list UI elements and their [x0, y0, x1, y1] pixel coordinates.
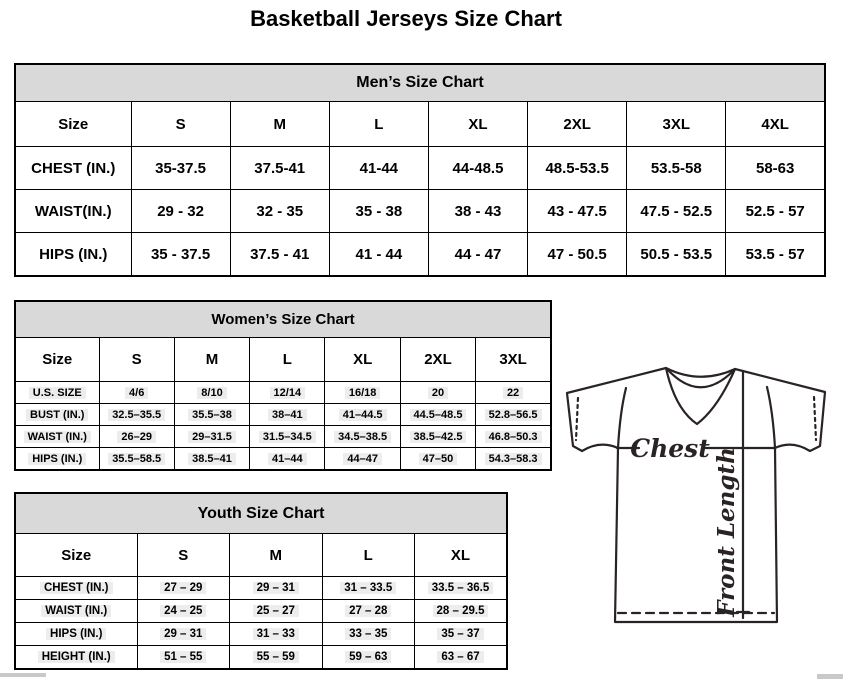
- row-label: HEIGHT (IN.): [15, 646, 137, 670]
- size-value: 46.8–50.3: [476, 426, 551, 448]
- table-row: [15, 600, 507, 623]
- size-value: 33 – 35: [322, 623, 415, 646]
- size-value: 48.5-53.5: [528, 147, 627, 190]
- size-value: 31.5–34.5: [250, 426, 325, 448]
- column-header: Size: [15, 338, 99, 382]
- chest-label: Chest: [630, 434, 710, 463]
- row-label: CHEST (IN.): [15, 577, 137, 600]
- size-value: 16/18: [325, 382, 400, 404]
- row-label: WAIST (IN.): [15, 426, 99, 448]
- column-header: L: [329, 102, 428, 147]
- size-value: 55 – 59: [230, 646, 323, 670]
- size-value: 35.5–58.5: [99, 448, 174, 471]
- size-value: 37.5 - 41: [230, 233, 329, 277]
- size-value: 35.5–38: [174, 404, 249, 426]
- column-header: XL: [415, 534, 508, 577]
- table-title: Men’s Size Chart: [15, 64, 825, 102]
- row-label: CHEST (IN.): [15, 147, 131, 190]
- size-value: 52.5 - 57: [726, 190, 825, 233]
- jersey-outline: [567, 368, 825, 622]
- size-value: 24 – 25: [137, 600, 230, 623]
- size-value: 44–47: [325, 448, 400, 471]
- column-header: 2XL: [528, 102, 627, 147]
- size-value: 47 - 50.5: [528, 233, 627, 277]
- column-header: M: [174, 338, 249, 382]
- size-value: 8/10: [174, 382, 249, 404]
- column-header: L: [322, 534, 415, 577]
- table-row: [15, 147, 825, 190]
- column-header: 3XL: [627, 102, 726, 147]
- table-row: [15, 448, 551, 471]
- column-header: L: [250, 338, 325, 382]
- size-value: 29 – 31: [137, 623, 230, 646]
- row-label: WAIST (IN.): [15, 600, 137, 623]
- table-row: [15, 404, 551, 426]
- row-label: HIPS (IN.): [15, 448, 99, 471]
- column-header: XL: [428, 102, 527, 147]
- size-value: 37.5-41: [230, 147, 329, 190]
- table-row: [15, 623, 507, 646]
- size-value: 35 – 37: [415, 623, 508, 646]
- size-value: 41–44: [250, 448, 325, 471]
- row-label: HIPS (IN.): [15, 623, 137, 646]
- table-title: Women’s Size Chart: [15, 301, 551, 338]
- size-value: 38 - 43: [428, 190, 527, 233]
- front-length-label: Front Length: [713, 447, 740, 617]
- size-value: 52.8–56.5: [476, 404, 551, 426]
- column-header: M: [230, 102, 329, 147]
- size-value: 25 – 27: [230, 600, 323, 623]
- size-value: 47.5 - 52.5: [627, 190, 726, 233]
- row-label: WAIST(IN.): [15, 190, 131, 233]
- table-title: Youth Size Chart: [15, 493, 507, 534]
- size-value: 12/14: [250, 382, 325, 404]
- size-value: 29 – 31: [230, 577, 323, 600]
- size-value: 27 – 29: [137, 577, 230, 600]
- size-value: 51 – 55: [137, 646, 230, 670]
- row-label: U.S. SIZE: [15, 382, 99, 404]
- table-row: [15, 426, 551, 448]
- size-value: 41–44.5: [325, 404, 400, 426]
- size-value: 63 – 67: [415, 646, 508, 670]
- size-value: 53.5 - 57: [726, 233, 825, 277]
- column-header: 2XL: [400, 338, 475, 382]
- size-value: 20: [400, 382, 475, 404]
- size-value: 47–50: [400, 448, 475, 471]
- size-value: 35-37.5: [131, 147, 230, 190]
- size-value: 41 - 44: [329, 233, 428, 277]
- column-header: XL: [325, 338, 400, 382]
- size-value: 38.5–41: [174, 448, 249, 471]
- size-value: 58-63: [726, 147, 825, 190]
- size-value: 44 - 47: [428, 233, 527, 277]
- size-value: 41-44: [329, 147, 428, 190]
- size-value: 44-48.5: [428, 147, 527, 190]
- size-value: 22: [476, 382, 551, 404]
- table-row: [15, 577, 507, 600]
- size-value: 31 – 33.5: [322, 577, 415, 600]
- size-value: 59 – 63: [322, 646, 415, 670]
- table-row: [15, 646, 507, 670]
- size-value: 32.5–35.5: [99, 404, 174, 426]
- size-value: 27 – 28: [322, 600, 415, 623]
- table-row: [15, 382, 551, 404]
- size-value: 43 - 47.5: [528, 190, 627, 233]
- size-value: 4/6: [99, 382, 174, 404]
- size-value: 31 – 33: [230, 623, 323, 646]
- column-header: S: [99, 338, 174, 382]
- size-value: 35 - 37.5: [131, 233, 230, 277]
- size-value: 35 - 38: [329, 190, 428, 233]
- size-value: 53.5-58: [627, 147, 726, 190]
- scrollbar-fragment-left[interactable]: [0, 673, 46, 677]
- youth-size-table: [14, 492, 508, 670]
- size-value: 26–29: [99, 426, 174, 448]
- womens-size-table: [14, 300, 552, 471]
- size-value: 34.5–38.5: [325, 426, 400, 448]
- column-header: Size: [15, 102, 131, 147]
- column-header: M: [230, 534, 323, 577]
- scrollbar-fragment-right[interactable]: [817, 674, 843, 679]
- mens-size-table: [14, 63, 826, 277]
- table-row: [15, 190, 825, 233]
- column-header: Size: [15, 534, 137, 577]
- size-value: 54.3–58.3: [476, 448, 551, 471]
- table-row: [15, 233, 825, 277]
- page-title: Basketball Jerseys Size Chart: [250, 6, 562, 31]
- size-value: 32 - 35: [230, 190, 329, 233]
- size-value: 50.5 - 53.5: [627, 233, 726, 277]
- column-header: 4XL: [726, 102, 825, 147]
- jersey-diagram: [556, 360, 843, 650]
- column-header: S: [137, 534, 230, 577]
- column-header: 3XL: [476, 338, 551, 382]
- size-value: 28 – 29.5: [415, 600, 508, 623]
- size-value: 44.5–48.5: [400, 404, 475, 426]
- column-header: S: [131, 102, 230, 147]
- size-value: 29–31.5: [174, 426, 249, 448]
- row-label: HIPS (IN.): [15, 233, 131, 277]
- size-value: 38.5–42.5: [400, 426, 475, 448]
- size-value: 38–41: [250, 404, 325, 426]
- row-label: BUST (IN.): [15, 404, 99, 426]
- size-value: 33.5 – 36.5: [415, 577, 508, 600]
- size-value: 29 - 32: [131, 190, 230, 233]
